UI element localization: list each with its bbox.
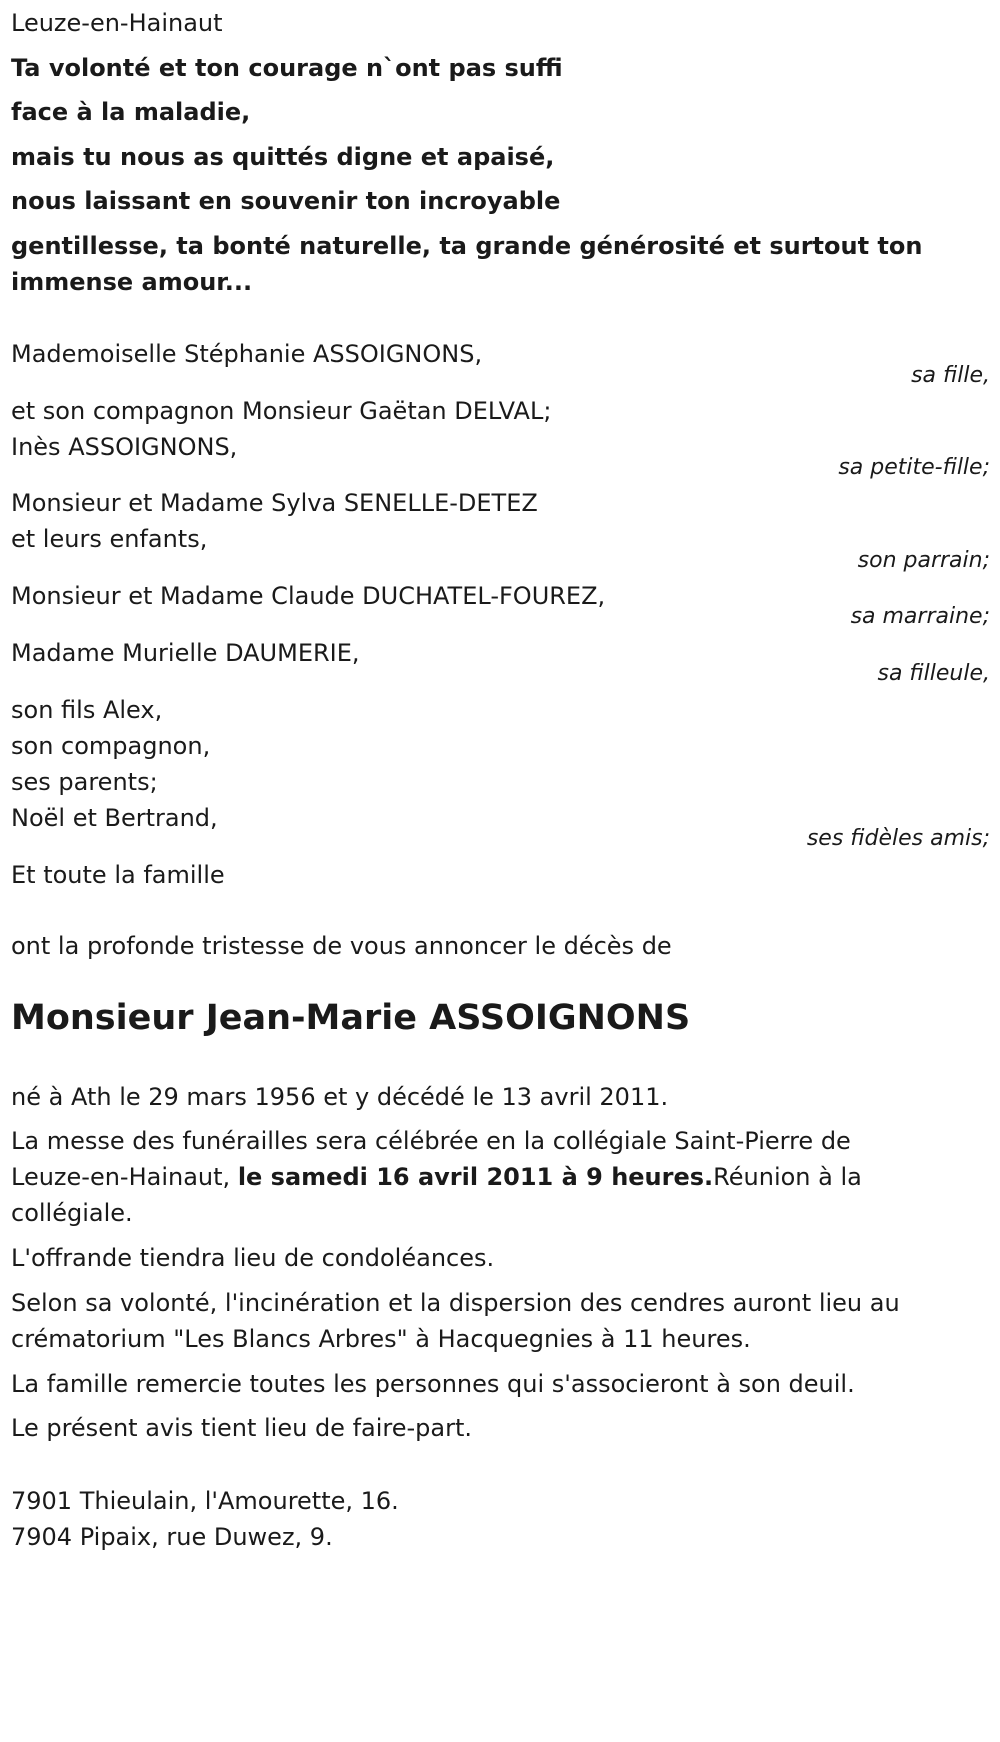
thanks: La famille remercie toutes les personnes qui s'associeront à son deuil. bbox=[11, 1370, 855, 1398]
funeral-date: le samedi 16 avril 2011 à 9 heures. bbox=[237, 1163, 714, 1191]
address-2: 7904 Pipaix, rue Duwez, 9. bbox=[11, 1523, 333, 1551]
family-line-5: et leurs enfants, bbox=[11, 525, 208, 553]
poem-line-5: gentillesse, ta bonté naturelle, ta grande générosité et surtout ton bbox=[11, 232, 923, 260]
family-line-2: et son compagnon Monsieur Gaëtan DELVAL; bbox=[11, 397, 552, 425]
family-line-3: Inès ASSOIGNONS, bbox=[11, 433, 238, 461]
relation-5: sa filleule, bbox=[877, 661, 990, 686]
announcement: ont la profonde tristesse de vous annoncer le décès de bbox=[11, 932, 672, 960]
mass-line-1: La messe des funérailles sera célébrée en la collégiale Saint-Pierre de bbox=[11, 1127, 851, 1155]
mass-line-3: collégiale. bbox=[11, 1199, 133, 1227]
family-line-7: Madame Murielle DAUMERIE, bbox=[11, 639, 360, 667]
family-line-4: Monsieur et Madame Sylva SENELLE-DETEZ bbox=[11, 489, 538, 517]
address-1: 7901 Thieulain, l'Amourette, 16. bbox=[11, 1487, 399, 1515]
deceased-name: Monsieur Jean-Marie ASSOIGNONS bbox=[11, 998, 691, 1038]
mass-line-2 bbox=[11, 1162, 862, 1192]
relation-1: sa fille, bbox=[911, 363, 990, 388]
poem-line-3: mais tu nous as quittés digne et apaisé, bbox=[11, 143, 555, 171]
relation-4: sa marraine; bbox=[850, 604, 990, 629]
relation-3: son parrain; bbox=[857, 548, 990, 573]
family-line-6: Monsieur et Madame Claude DUCHATEL-FOUREZ, bbox=[11, 582, 606, 610]
family-line-11: Noël et Bertrand, bbox=[11, 804, 218, 832]
family-line-8: son fils Alex, bbox=[11, 696, 163, 724]
notice: Le présent avis tient lieu de faire-part. bbox=[11, 1414, 473, 1442]
location-header: Leuze-en-Hainaut bbox=[11, 9, 223, 37]
poem-line-1: Ta volonté et ton courage n`ont pas suffi bbox=[11, 54, 563, 82]
poem-line-2: face à la maladie, bbox=[11, 98, 251, 126]
cremation-line-2: crématorium "Les Blancs Arbres" à Hacquegnies à 11 heures. bbox=[11, 1325, 751, 1353]
relation-2: sa petite-fille; bbox=[838, 455, 990, 480]
poem-line-6: immense amour... bbox=[11, 268, 253, 296]
family-line-1: Mademoiselle Stéphanie ASSOIGNONS, bbox=[11, 340, 483, 368]
family-line-10: ses parents; bbox=[11, 768, 158, 796]
family-line-12: Et toute la famille bbox=[11, 861, 225, 889]
offering: L'offrande tiendra lieu de condoléances. bbox=[11, 1244, 495, 1272]
poem-line-4: nous laissant en souvenir ton incroyable bbox=[11, 187, 561, 215]
relation-6: ses fidèles amis; bbox=[806, 826, 990, 851]
family-line-9: son compagnon, bbox=[11, 732, 211, 760]
birth-death: né à Ath le 29 mars 1956 et y décédé le 13 avril 2011. bbox=[11, 1083, 669, 1111]
cremation-line-1: Selon sa volonté, l'incinération et la dispersion des cendres auront lieu au bbox=[11, 1289, 900, 1317]
mass-line-2-prefix: Leuze-en-Hainaut, bbox=[11, 1163, 238, 1191]
mass-line-2-suffix: Réunion à la bbox=[713, 1163, 862, 1191]
